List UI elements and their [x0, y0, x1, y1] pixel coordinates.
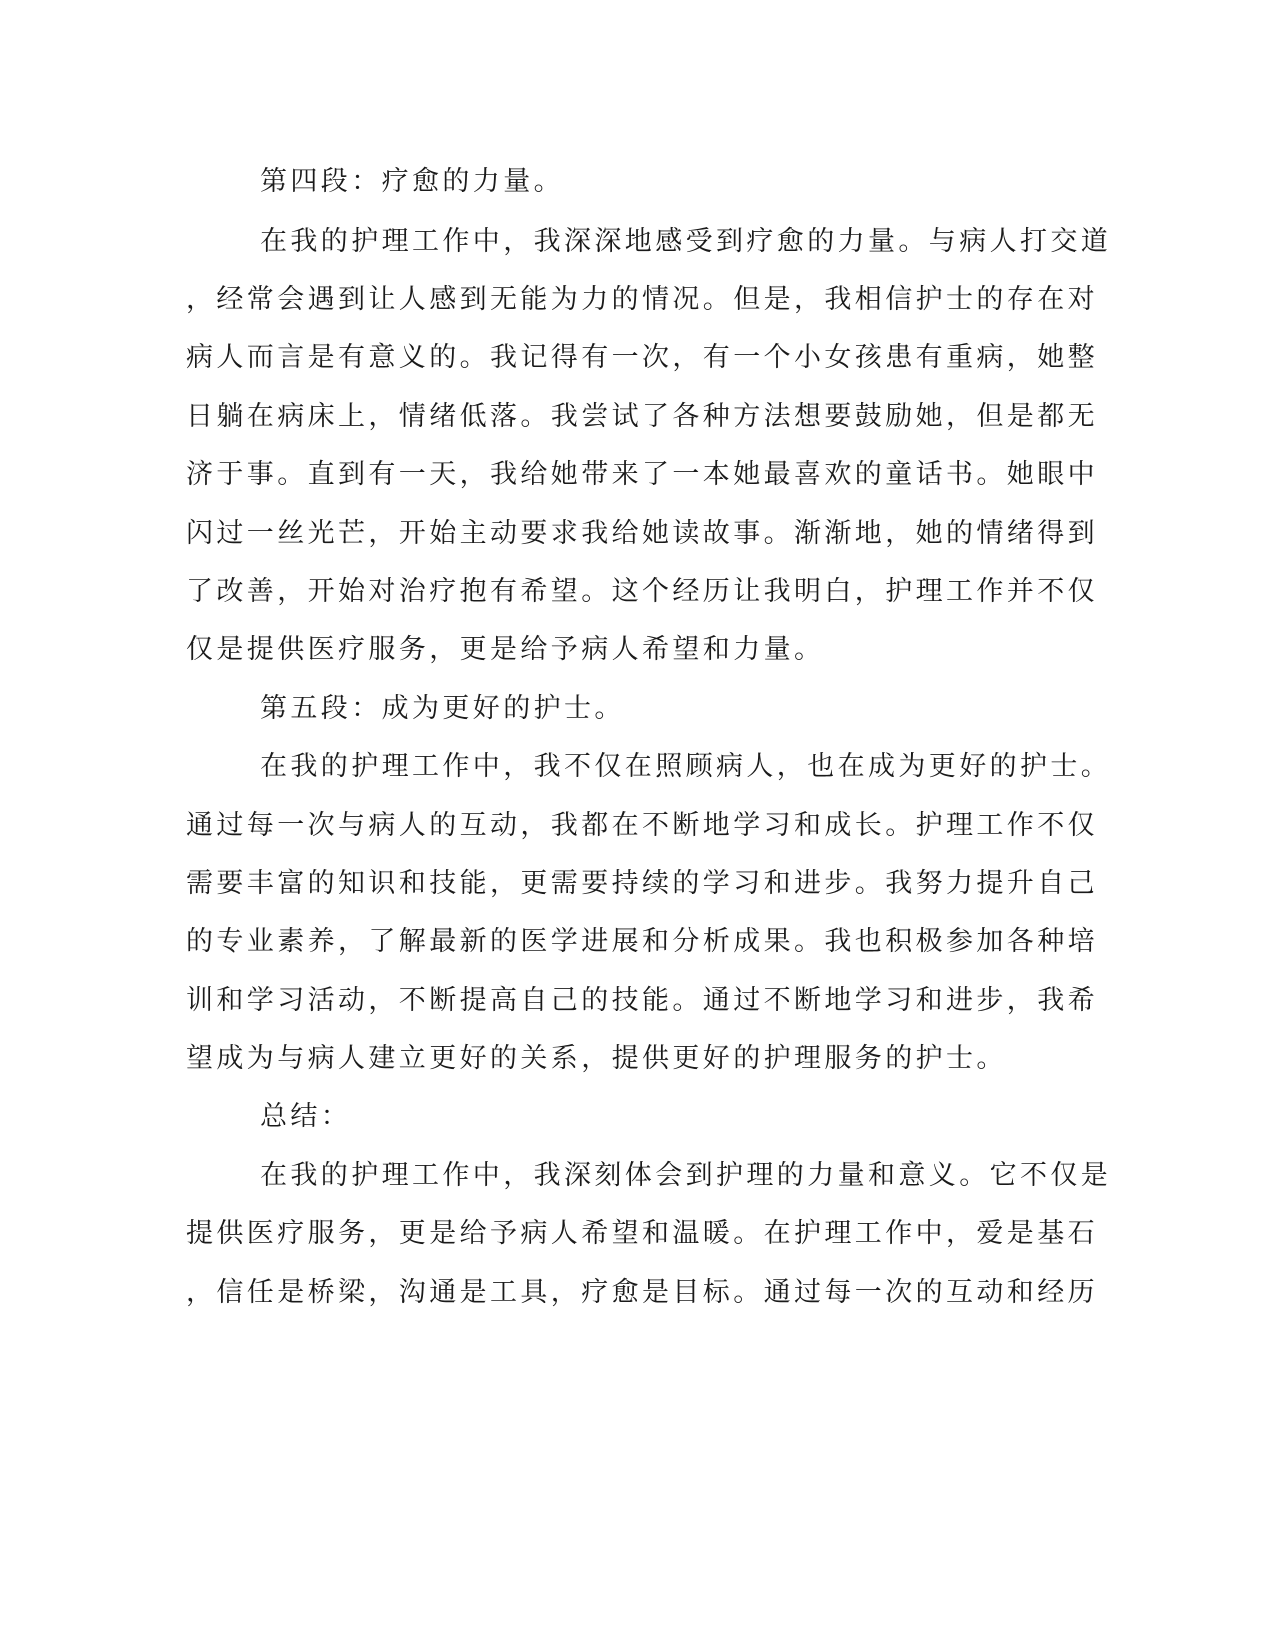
paragraph-line: 提供医疗服务，更是给予病人希望和温暖。在护理工作中，爱是基石: [186, 1218, 1098, 1249]
summary-heading: 总结：: [260, 1101, 352, 1132]
paragraph-line: 闪过一丝光芒，开始主动要求我给她读故事。渐渐地，她的情绪得到: [186, 518, 1098, 549]
paragraph-line: ，经常会遇到让人感到无能为力的情况。但是，我相信护士的存在对: [186, 284, 1098, 315]
paragraph-line: 在我的护理工作中，我深刻体会到护理的力量和意义。它不仅是: [260, 1160, 1112, 1191]
paragraph-line: 在我的护理工作中，我不仅在照顾病人，也在成为更好的护士。: [260, 751, 1112, 782]
section-heading-5: 第五段：成为更好的护士。: [260, 693, 625, 724]
paragraph-line: 济于事。直到有一天，我给她带来了一本她最喜欢的童话书。她眼中: [186, 459, 1098, 490]
section-heading-4: 第四段：疗愈的力量。: [260, 166, 564, 197]
paragraph-line: 了改善，开始对治疗抱有希望。这个经历让我明白，护理工作并不仅: [186, 576, 1098, 607]
paragraph-line: 训和学习活动，不断提高自己的技能。通过不断地学习和进步，我希: [186, 985, 1098, 1016]
paragraph-line: 望成为与病人建立更好的关系，提供更好的护理服务的护士。: [186, 1043, 1007, 1074]
paragraph-line: 病人而言是有意义的。我记得有一次，有一个小女孩患有重病，她整: [186, 342, 1098, 373]
paragraph-line: 的专业素养，了解最新的医学进展和分析成果。我也积极参加各种培: [186, 926, 1098, 957]
paragraph-line: 在我的护理工作中，我深深地感受到疗愈的力量。与病人打交道: [260, 226, 1112, 257]
paragraph-line: 仅是提供医疗服务，更是给予病人希望和力量。: [186, 634, 825, 665]
paragraph-line: 通过每一次与病人的互动，我都在不断地学习和成长。护理工作不仅: [186, 810, 1098, 841]
paragraph-line: 日躺在病床上，情绪低落。我尝试了各种方法想要鼓励她，但是都无: [186, 401, 1098, 432]
paragraph-line: ，信任是桥梁，沟通是工具，疗愈是目标。通过每一次的互动和经历: [186, 1277, 1098, 1308]
paragraph-line: 需要丰富的知识和技能，更需要持续的学习和进步。我努力提升自己: [186, 868, 1098, 899]
